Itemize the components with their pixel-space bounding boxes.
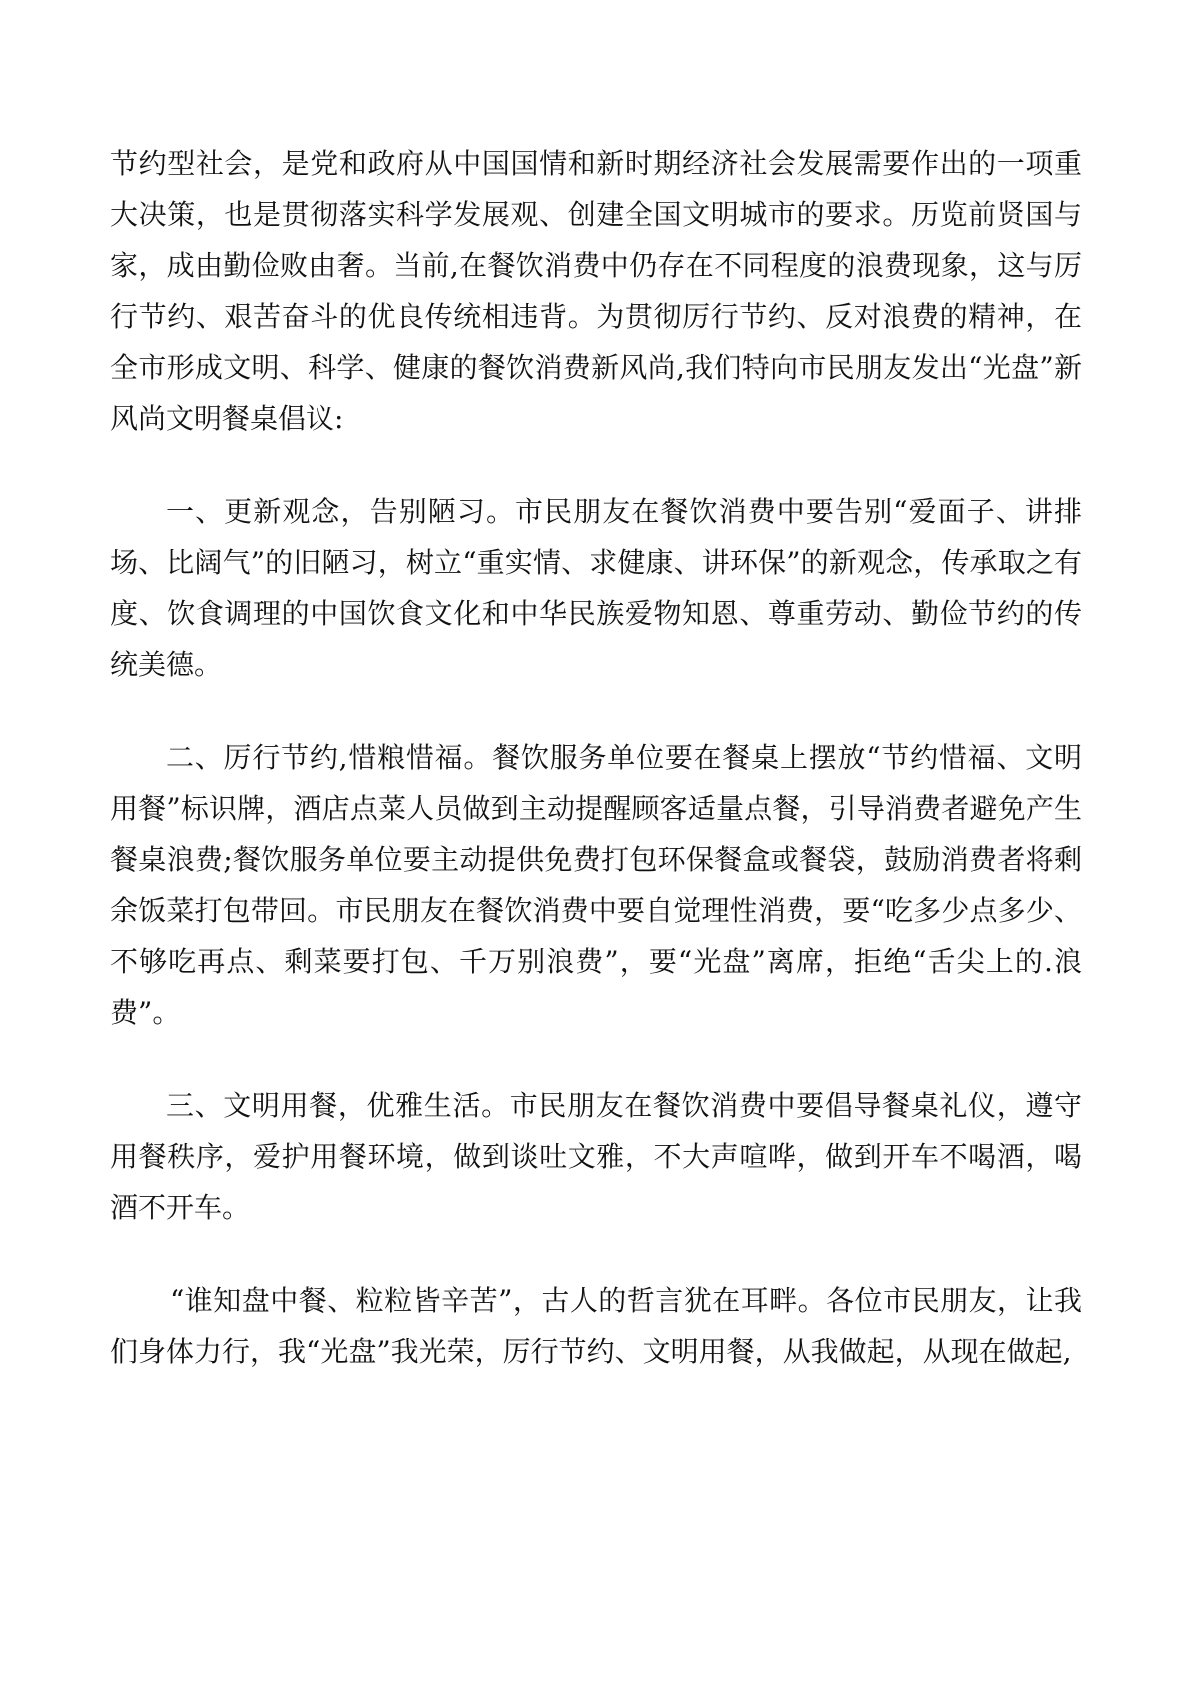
intro-paragraph: 节约型社会，是党和政府从中国国情和新时期经济社会发展需要作出的一项重大决策，也是贯彻落实科学发展观、创建全国文明城市的要求。历览前贤国与家，成由勤俭败由奢。当前,在餐饮消费中仍存在不同程度的浪费现象，这与厉行节约、艰苦奋斗的优良传统相违背。为贯彻厉行节约、反对浪费的精神，在全市形成文明、科学、健康的餐饮消费新风尚,我们特向市民朋友发出“光盘”新风尚文明餐桌倡议: [110,147,1082,435]
document-body [110,138,1082,1419]
proposal-three-paragraph: 三、文明用餐，优雅生活。市民朋友在餐饮消费中要倡导餐桌礼仪，遵守用餐秩序，爱护用餐环境，做到谈吐文雅，不大声喧哗，做到开车不喝酒，喝酒不开车。 [110,1089,1082,1224]
proposal-one-paragraph: 一、更新观念，告别陋习。市民朋友在餐饮消费中要告别“爱面子、讲排场、比阔气”的旧陋习，树立“重实情、求健康、讲环保”的新观念，传承取之有度、饮食调理的中国饮食文化和中华民族爱物知恩、尊重劳动、勤俭节约的传统美德。 [110,495,1082,681]
closing-paragraph: “谁知盘中餐、粒粒皆辛苦”，古人的哲言犹在耳畔。各位市民朋友，让我们身体力行，我“光盘”我光荣，厉行节约、文明用餐，从我做起，从现在做起, [110,1284,1082,1368]
proposal-two-paragraph: 二、厉行节约,惜粮惜福。餐饮服务单位要在餐桌上摆放“节约惜福、文明用餐”标识牌，酒店点菜人员做到主动提醒顾客适量点餐，引导消费者避免产生餐桌浪费;餐饮服务单位要主动提供免费打包环保餐盒或餐袋，鼓励消费者将剩余饭菜打包带回。市民朋友在餐饮消费中要自觉理性消费，要“吃多少点多少、不够吃再点、剩菜要打包、千万别浪费”，要“光盘”离席，拒绝“舌尖上的.浪费”。 [110,741,1082,1029]
